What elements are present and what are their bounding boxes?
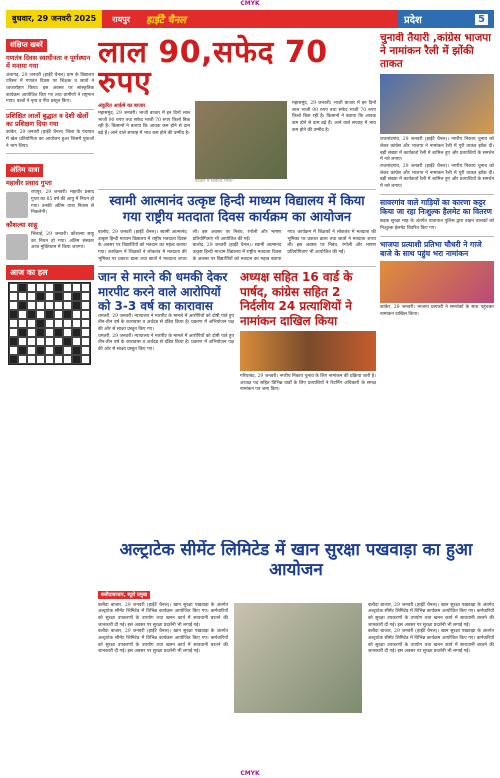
crossword-cell: [63, 346, 72, 355]
obituary2-name: कौशल्या साहू: [6, 221, 38, 230]
crossword-cell: [18, 346, 27, 355]
crossword-cell: [36, 337, 45, 346]
school-headline: स्वामी आत्मानंद उत्कृष्ट हिन्दी माध्यम विद्यालय में किया गया राष्ट्रीय मतदाता दिवस कार्यक्रम का आयोजन: [109, 193, 365, 225]
divider: [98, 266, 376, 267]
crossword-cell: [54, 319, 63, 328]
crossword-cell: [72, 301, 81, 310]
divider: [6, 109, 94, 110]
crossword-cell: [81, 346, 90, 355]
section-name: प्रदेश: [404, 15, 422, 26]
crossword-cell: [18, 310, 27, 319]
court-headline: जान से मारने की धमकी देकर मारपीट करने वाले आरोपियों को 3-3 वर्ष का कारावास: [98, 270, 228, 314]
left-column: [6, 32, 94, 762]
masthead-logo: हाईटै चैनल: [146, 15, 187, 26]
crossword-cell: [27, 310, 36, 319]
crossword-cell: [81, 319, 90, 328]
crossword-cell: [36, 319, 45, 328]
crossword-cell: [9, 283, 18, 292]
crossword-cell: [36, 301, 45, 310]
candidate-photo: [380, 261, 494, 303]
obituary1-body: रायपुर, 29 जनवरी। महावीर प्रसाद गुप्ता का 85 वर्ष की आयु में निधन हो गया। उनकी अंतिम यात्रा निवास से निकलेगी।: [31, 190, 94, 216]
crossword-cell: [27, 319, 36, 328]
crossword-cell: [81, 328, 90, 337]
crossword-cell: [45, 292, 54, 301]
crossword-cell: [81, 292, 90, 301]
crossword-cell: [72, 346, 81, 355]
banner-subheadline: अंकुरित आर्कषे का बाजार: [98, 103, 146, 109]
crossword-cell: [45, 355, 54, 364]
crossword-cell: [27, 337, 36, 346]
crossword-cell: [9, 310, 18, 319]
vegetable-photo: [195, 101, 287, 179]
crossword-cell: [45, 301, 54, 310]
crossword-cell: [72, 310, 81, 319]
crossword-cell: [45, 283, 54, 292]
crossword-cell: [72, 283, 81, 292]
crossword-cell: [81, 283, 90, 292]
story1-body: अंतागढ़, 29 जनवरी (हाईटै चैनल) ग्राम के विद्यालय परिसर में गणतंत्र दिवस पर शिक्षक व छात्रों ने ध्वजारोहण किया। इस अवसर पर सांस्कृतिक कार्यक्रम आयोजित किए गए तथा ग्रामीणों ने राष्ट्रगान गाया। बच्चों ने नृत्य व गीत प्रस्तुत किए।: [6, 72, 94, 105]
crossword-cell: [63, 328, 72, 337]
crossword-cell: [18, 283, 27, 292]
crossword-cell: [18, 319, 27, 328]
crossword-cell: [63, 310, 72, 319]
crossword-cell: [9, 301, 18, 310]
obituary-header: अंतिम यात्रा: [6, 164, 43, 177]
divider: [380, 194, 494, 195]
page-number: 5: [475, 14, 488, 25]
divider: [98, 189, 376, 190]
crossword-cell: [72, 319, 81, 328]
rally-photo: [380, 74, 494, 134]
school-body: बालोद, 29 जनवरी (हाईटै चैनल)। स्वामी आत्मानंद उत्कृष्ट हिन्दी माध्यम विद्यालय में राष्ट्रीय मतदाता दिवस के अवसर पर विद्यार्थियों को मतदान का महत्व बताया गया। कार्यक्रम में शिक्षकों ने लोकतंत्र में मतदाता की भूमिका पर प्रकाश डाला तथा छात्रों ने मतदाता शपथ ली। इस अवसर पर निबंध, रंगोली और भाषण प्रतियोगिताएं भी आयोजित की गईं।: [98, 230, 282, 262]
masthead-city: रायपुर: [112, 14, 131, 24]
cmyk-mark-bottom: CMYK: [240, 770, 260, 777]
court-body-continued: धमतरी, 29 जनवरी। न्यायालय ने मारपीट के मामले में आरोपियों को दोषी पाते हुए तीन-तीन वर्ष के कारावास व अर्थदंड से दंडित किया है। प्रकरण में अभियोजन पक्ष की ओर से साक्ष्य प्रस्तुत किए गए।: [98, 333, 234, 352]
story2-headline: प्रशिक्षित लालों बुद्धात व देशी खेलों का प्रशिक्षण दिया गया: [6, 111, 89, 128]
puzzle-header: आज का हल: [6, 265, 94, 280]
crossword-cell: [81, 310, 90, 319]
masthead-date: बुधवार, 29 जनवरी 2025: [6, 10, 102, 28]
crossword-cell: [9, 346, 18, 355]
right-body-3: कांकेर, 29 जनवरी। भाजपा प्रत्याशी ने समर्थकों के साथ पहुंचकर नामांकन दाखिल किया।: [380, 305, 494, 318]
brief-news-header: संक्षिप्त खबरें: [6, 39, 47, 52]
crossword-cell: [54, 292, 63, 301]
crossword-cell: [72, 292, 81, 301]
crossword-cell: [72, 328, 81, 337]
obituary2-photo: [6, 234, 28, 260]
bottom-body-col3: बलौदा बाजार, 29 जनवरी (हाईटै चैनल)। खान सुरक्षा पखवाड़ा के अंतर्गत अल्ट्राटेक सीमेंट लिमिटेड में विभिन्न कार्यक्रम आयोजित किए गए। कर्मचारियों को सुरक्षा उपकरणों के उपयोग तथा खनन कार्य में सावधानी बरतने की जानकारी दी गई। इस अवसर पर सुरक्षा प्रदर्शनी भी लगाई गई।: [368, 602, 494, 628]
crossword-cell: [27, 292, 36, 301]
crossword-cell: [54, 283, 63, 292]
crossword-cell: [9, 292, 18, 301]
nomination-photo: [240, 331, 376, 371]
crossword-cell: [54, 301, 63, 310]
crossword-cell: [27, 355, 36, 364]
masthead: [6, 10, 494, 28]
divider: [380, 236, 494, 237]
bottom-body-col3-continued: बलौदा बाजार, 29 जनवरी (हाईटै चैनल)। खान सुरक्षा पखवाड़ा के अंतर्गत अल्ट्राटेक सीमेंट लिमिटेड में विभिन्न कार्यक्रम आयोजित किए गए। कर्मचारियों को सुरक्षा उपकरणों के उपयोग तथा खनन कार्य में सावधानी बरतने की जानकारी दी गई। इस अवसर पर सुरक्षा प्रदर्शनी भी लगाई गई।: [368, 629, 494, 655]
crossword-cell: [18, 337, 27, 346]
obituary1-photo: [6, 192, 28, 218]
crossword-cell: [54, 337, 63, 346]
crossword-cell: [45, 346, 54, 355]
crossword-grid: [8, 282, 91, 365]
section-label: [398, 10, 494, 28]
bottom-body-continued: बलौदा बाजार, 29 जनवरी (हाईटै चैनल)। खान सुरक्षा पखवाड़ा के अंतर्गत अल्ट्राटेक सीमेंट लिमिटेड में विभिन्न कार्यक्रम आयोजित किए गए। कर्मचारियों को सुरक्षा उपकरणों के उपयोग तथा खनन कार्य में सावधानी बरतने की जानकारी दी गई। इस अवसर पर सुरक्षा प्रदर्शनी भी लगाई गई।: [98, 629, 228, 655]
crossword-cell: [81, 355, 90, 364]
crossword-cell: [72, 355, 81, 364]
banner-body-continued: महासमुंद, 29 जनवरी। भाजी बाजार में इन दिनों लाल भाजी 90 रुपए तथा सफेद भाजी 70 रुपए किलो बिक रही है। किसानों ने बताया कि आवक कम होने से दाम बढ़े हैं। आने वाले सप्ताह में भाव कम होने की उम्मीद है।: [292, 101, 376, 133]
crossword-cell: [81, 301, 90, 310]
crossword-cell: [36, 346, 45, 355]
crossword-cell: [54, 310, 63, 319]
crossword-cell: [36, 328, 45, 337]
cmyk-mark-top: CMYK: [240, 0, 260, 7]
crossword-cell: [45, 328, 54, 337]
crossword-cell: [63, 319, 72, 328]
crossword-cell: [54, 328, 63, 337]
crossword-cell: [36, 292, 45, 301]
right-headline-1: चुनावी तैयारी ,कांग्रेस भाजपा ने नामांकन रैली में झोंकी ताकत: [380, 32, 491, 71]
banner-headline: लाल 90,सफेद 70 रुपए: [98, 35, 328, 100]
crossword-cell: [63, 283, 72, 292]
mine-safety-photo: [234, 603, 362, 713]
crossword-cell: [9, 328, 18, 337]
school-article: [98, 230, 376, 263]
crossword-cell: [54, 355, 63, 364]
crossword-cell: [9, 319, 18, 328]
bottom-headline: अल्ट्राटेक सीमेंट लिमिटेड में खान सुरक्षा पखवाड़ा का हुआ आयोजन: [119, 540, 473, 581]
nomination-headline: अध्यक्ष सहित 16 वार्ड के पार्षद, कांग्रेस सहित 2 निर्दलीय 24 प्रत्याशियों ने नामांकन दाखिल किया: [240, 270, 353, 328]
crossword-cell: [36, 310, 45, 319]
crossword-cell: [45, 337, 54, 346]
crossword-cell: [54, 346, 63, 355]
crossword-cell: [72, 337, 81, 346]
crossword-cell: [45, 319, 54, 328]
court-body: धमतरी, 29 जनवरी। न्यायालय ने मारपीट के मामले में आरोपियों को दोषी पाते हुए तीन-तीन वर्ष के कारावास व अर्थदंड से दंडित किया है। प्रकरण में अभियोजन पक्ष की ओर से साक्ष्य प्रस्तुत किए गए।: [98, 313, 234, 332]
crossword-cell: [27, 346, 36, 355]
right-body-1-continued: राजनांदगांव, 29 जनवरी (हाईटै चैनल)। नगरीय निकाय चुनाव को लेकर कांग्रेस और भाजपा ने नामांकन रैली में पूरी ताकत झोंक दी। बड़ी संख्या में कार्यकर्ता रैली में शामिल हुए और प्रत्याशियों के समर्थन में नारे लगाए।: [380, 164, 494, 189]
crossword-cell: [45, 310, 54, 319]
right-body-1: राजनांदगांव, 29 जनवरी (हाईटै चैनल)। नगरीय निकाय चुनाव को लेकर कांग्रेस और भाजपा ने नामांकन रैली में पूरी ताकत झोंक दी। बड़ी संख्या में कार्यकर्ता रैली में शामिल हुए और प्रत्याशियों के समर्थन में नारे लगाए।: [380, 137, 494, 163]
crossword-cell: [81, 337, 90, 346]
crossword-cell: [18, 355, 27, 364]
story2-body: कांकेर, 29 जनवरी (हाईटै चैनल) जिला के पंचायत में खेल प्रतियोगिता का आयोजन हुआ जिसमें युवाओं ने भाग लिया।: [6, 130, 94, 149]
story1-headline: गणतंत्र दिवस स्वाधीनता व पूर्णस्थान में मनाया गया: [6, 54, 91, 70]
crossword-cell: [27, 328, 36, 337]
nomination-body: गरियाबंद, 29 जनवरी। नगरीय निकाय चुनाव के लिए नामांकन की प्रक्रिया जारी है। अध्यक्ष पद सहित विभिन्न वार्डों के लिए प्रत्याशियों ने रिटर्निंग अधिकारी के समक्ष नामांकन पत्र जमा किए।: [240, 374, 376, 393]
crossword-cell: [18, 301, 27, 310]
bottom-article: [98, 540, 494, 762]
crossword-cell: [63, 301, 72, 310]
crossword-cell: [9, 355, 18, 364]
bottom-body: बलौदा बाजार, 29 जनवरी (हाईटै चैनल)। खान सुरक्षा पखवाड़ा के अंतर्गत अल्ट्राटेक सीमेंट लिमिटेड में विभिन्न कार्यक्रम आयोजित किए गए। कर्मचारियों को सुरक्षा उपकरणों के उपयोग तथा खनन कार्य में सावधानी बरतने की जानकारी दी गई। इस अवसर पर सुरक्षा प्रदर्शनी भी लगाई गई।: [98, 602, 228, 628]
crossword-cell: [36, 355, 45, 364]
photo-caption: बाजार में बिकती भाजी: [195, 179, 233, 184]
obituary1-name: महावीर प्रसाद गुप्ता: [6, 179, 52, 188]
crossword-cell: [27, 283, 36, 292]
crossword-cell: [63, 292, 72, 301]
banner-body: महासमुंद, 29 जनवरी। भाजी बाजार में इन दिनों लाल भाजी 90 रुपए तथा सफेद भाजी 70 रुपए किलो बिक रही है। किसानों ने बताया कि आवक कम होने से दाम बढ़े हैं। आने वाले सप्ताह में भाव कम होने की उम्मीद है।: [98, 111, 190, 136]
crossword-cell: [18, 292, 27, 301]
crossword-cell: [18, 328, 27, 337]
obituary2-body: भिलाई, 29 जनवरी। कौशल्या साहू का निधन हो गया। अंतिम संस्कार आज मुक्तिधाम में किया जाएगा।: [31, 232, 94, 251]
right-headline-3: भाजपा प्रत्याशी प्रतिभा चौधरी ने गाजे बाजे के साथ पहुंच भरा नामांकन: [380, 239, 482, 259]
crossword-cell: [63, 355, 72, 364]
right-headline-2: सावरगांव वाले गाड़ियों का कारणा कट्टर किया जा रहा निःशुल्क हैलमेट का वितरण: [380, 197, 492, 216]
crossword-cell: [36, 283, 45, 292]
divider: [6, 153, 94, 154]
crossword-cell: [27, 301, 36, 310]
bottom-byline: बलौदाबाजार, ब्यूरो प्रमुख: [98, 591, 150, 599]
school-body-repeat: बालोद, 29 जनवरी (हाईटै चैनल)। स्वामी आत्मानंद उत्कृष्ट हिन्दी माध्यम विद्यालय में राष्ट्रीय मतदाता दिवस के अवसर पर विद्यार्थियों को मतदान का महत्व बताया गया। कार्यक्रम में शिक्षकों ने लोकतंत्र में मतदाता की भूमिका पर प्रकाश डाला तथा छात्रों ने मतदाता शपथ ली। इस अवसर पर निबंध, रंगोली और भाषण प्रतियोगिताएं भी आयोजित की गईं।: [192, 230, 376, 262]
crossword-cell: [9, 337, 18, 346]
right-body-2: सड़क सुरक्षा माह के अंतर्गत यातायात पुलिस द्वारा वाहन चालकों को निःशुल्क हेलमेट वितरित किए गए।: [380, 219, 494, 232]
crossword-cell: [63, 337, 72, 346]
